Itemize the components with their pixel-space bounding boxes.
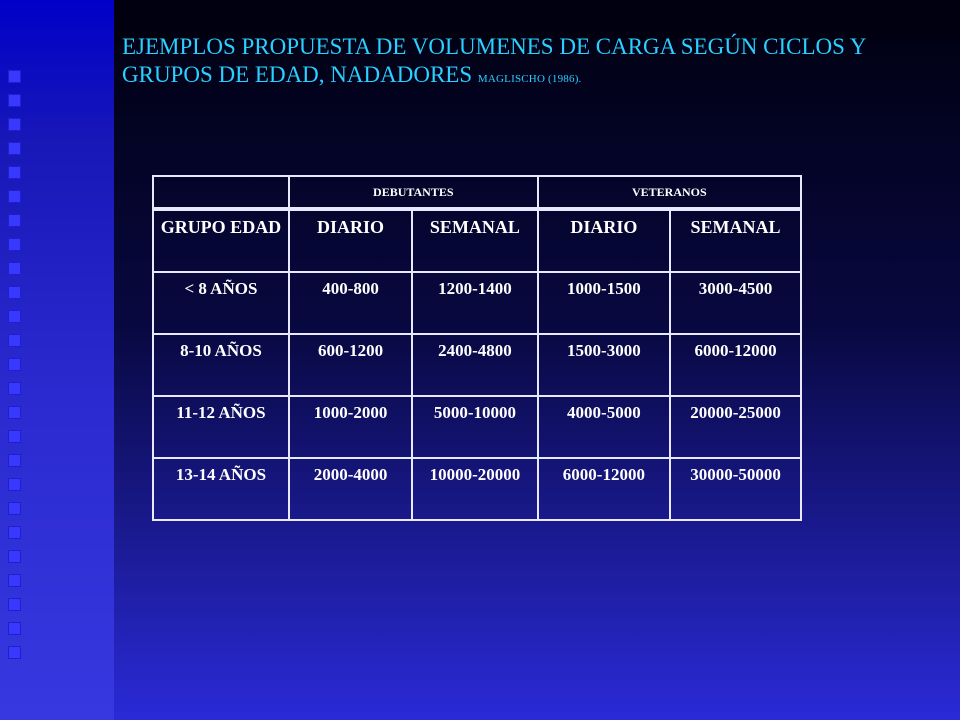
table-cell: 1000-2000 xyxy=(289,396,412,458)
table-cell: 1500-3000 xyxy=(538,334,670,396)
slide-citation: MAGLISCHO (1986). xyxy=(477,73,582,85)
table-row xyxy=(153,334,801,396)
column-header-row xyxy=(153,209,801,272)
header-debutantes-semanal: SEMANAL xyxy=(412,209,537,272)
group-header-veteranos: VETERANOS xyxy=(538,176,801,209)
header-veteranos-semanal: SEMANAL xyxy=(670,209,801,272)
row-label: 11-12 AÑOS xyxy=(153,396,289,458)
table-cell: 6000-12000 xyxy=(670,334,801,396)
table-cell: 2000-4000 xyxy=(289,458,412,520)
decorative-square-column xyxy=(8,70,24,670)
table-cell: 600-1200 xyxy=(289,334,412,396)
table-cell: 2400-4800 xyxy=(412,334,537,396)
table-row xyxy=(153,272,801,334)
table-cell: 20000-25000 xyxy=(670,396,801,458)
table-row xyxy=(153,396,801,458)
left-decorative-bar xyxy=(0,0,114,720)
table-cell: 5000-10000 xyxy=(412,396,537,458)
slide-title-text: EJEMPLOS PROPUESTA DE VOLUMENES DE CARGA SEGÚN CICLOS Y GRUPOS DE EDAD, NADADORES xyxy=(122,34,866,87)
table-cell: 3000-4500 xyxy=(670,272,801,334)
header-veteranos-diario: DIARIO xyxy=(538,209,670,272)
row-label: < 8 AÑOS xyxy=(153,272,289,334)
group-header-empty xyxy=(153,176,289,209)
row-label: 8-10 AÑOS xyxy=(153,334,289,396)
group-header-debutantes: DEBUTANTES xyxy=(289,176,538,209)
table-cell: 30000-50000 xyxy=(670,458,801,520)
table-cell: 6000-12000 xyxy=(538,458,670,520)
header-grupo-edad: GRUPO EDAD xyxy=(153,209,289,272)
table-cell: 10000-20000 xyxy=(412,458,537,520)
table-cell: 1200-1400 xyxy=(412,272,537,334)
table-cell: 1000-1500 xyxy=(538,272,670,334)
table-cell: 4000-5000 xyxy=(538,396,670,458)
slide-title xyxy=(122,33,922,93)
table-row xyxy=(153,458,801,520)
table-cell: 400-800 xyxy=(289,272,412,334)
group-header-row xyxy=(153,176,801,209)
training-volume-table xyxy=(152,175,802,521)
row-label: 13-14 AÑOS xyxy=(153,458,289,520)
header-debutantes-diario: DIARIO xyxy=(289,209,412,272)
